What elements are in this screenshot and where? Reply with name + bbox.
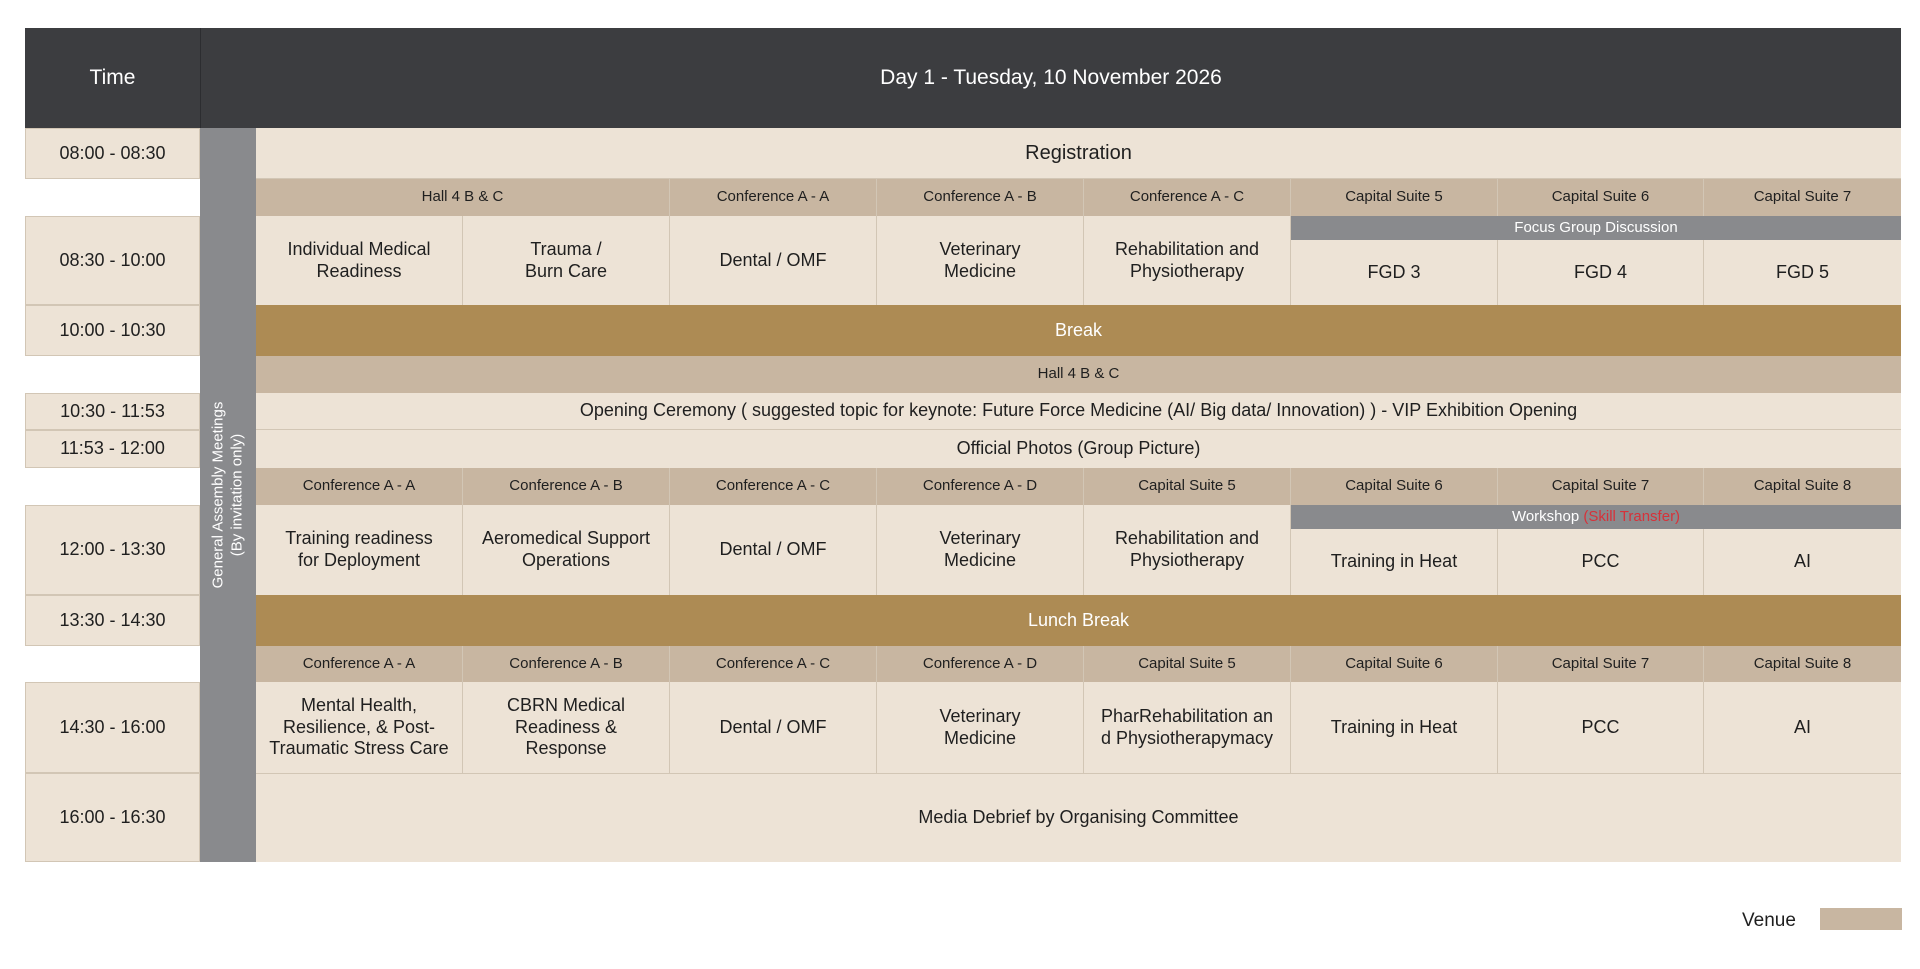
venue-cell: Conference A - A xyxy=(670,179,877,216)
time-column-header: Time xyxy=(25,28,200,128)
session-cell: FGD 5 xyxy=(1704,240,1901,305)
focus-group-bar: Focus Group Discussion xyxy=(1291,216,1901,240)
session-cell: Mental Health, Resilience, & Post-Traumatic Stress Care xyxy=(256,682,463,773)
venue-cell: Capital Suite 5 xyxy=(1084,468,1291,505)
session-cell: Rehabilitation and Physiotherapy xyxy=(1084,216,1291,305)
venue-cell: Capital Suite 8 xyxy=(1704,468,1901,505)
session-cell: PCC xyxy=(1498,682,1704,773)
venue-cell: Capital Suite 6 xyxy=(1498,179,1704,216)
time-slot: 16:00 - 16:30 xyxy=(25,773,200,862)
venue-cell: Conference A - B xyxy=(877,179,1084,216)
session-cell: FGD 3 xyxy=(1291,240,1498,305)
venue-cell: Conference A - A xyxy=(256,646,463,682)
session-cell: AI xyxy=(1704,682,1901,773)
venue-cell: Capital Suite 5 xyxy=(1084,646,1291,682)
session-cell: Dental / OMF xyxy=(670,682,877,773)
opening-ceremony-row: Opening Ceremony ( suggested topic for keynote: Future Force Medicine (AI/ Big data/ Innovation) ) - VIP Exhibition Opening xyxy=(256,393,1901,430)
venue-cell: Conference A - A xyxy=(256,468,463,505)
session-cell: Trauma / Burn Care xyxy=(463,216,670,305)
venue-cell: Conference A - D xyxy=(877,646,1084,682)
workshop-highlight: (Skill Transfer) xyxy=(1583,507,1681,525)
venue-cell: Capital Suite 6 xyxy=(1291,646,1498,682)
general-assembly-line1: General Assembly Meetings xyxy=(209,401,227,589)
venue-cell: Capital Suite 8 xyxy=(1704,646,1901,682)
time-slot: 08:00 - 08:30 xyxy=(25,128,200,179)
venue-cell: Conference A - C xyxy=(670,646,877,682)
day-title-header: Day 1 - Tuesday, 10 November 2026 xyxy=(200,28,1901,128)
session-cell: CBRN Medical Readiness & Response xyxy=(463,682,670,773)
session-cell: Training in Heat xyxy=(1291,682,1498,773)
venue-cell: Conference A - C xyxy=(1084,179,1291,216)
official-photos-row: Official Photos (Group Picture) xyxy=(256,430,1901,468)
general-assembly-line2: (By invitation only) xyxy=(228,433,245,557)
general-assembly-bar xyxy=(200,128,256,862)
time-slot: 11:53 - 12:00 xyxy=(25,430,200,468)
venue-cell: Conference A - B xyxy=(463,468,670,505)
venue-cell: Capital Suite 6 xyxy=(1291,468,1498,505)
venue-cell: Capital Suite 7 xyxy=(1704,179,1901,216)
session-cell: Veterinary Medicine xyxy=(877,216,1084,305)
session-cell: PharRehabilitation and Physiotherapymacy xyxy=(1084,682,1291,773)
venue-cell: Conference A - C xyxy=(670,468,877,505)
session-cell: Individual Medical Readiness xyxy=(256,216,463,305)
venue-cell-hall: Hall 4 B & C xyxy=(256,356,1901,393)
session-cell: Rehabilitation and Physiotherapy xyxy=(1084,505,1291,595)
time-slot: 08:30 - 10:00 xyxy=(25,216,200,305)
legend-label: Venue xyxy=(1742,910,1796,931)
session-cell: FGD 4 xyxy=(1498,240,1704,305)
legend-swatch xyxy=(1820,908,1902,930)
session-cell: AI xyxy=(1704,529,1901,595)
registration-row: Registration xyxy=(256,128,1901,179)
venue-cell: Hall 4 B & C xyxy=(256,179,670,216)
venue-cell: Conference A - D xyxy=(877,468,1084,505)
time-slot: 10:00 - 10:30 xyxy=(25,305,200,356)
lunch-break-bar: Lunch Break xyxy=(256,595,1901,646)
session-cell: Dental / OMF xyxy=(670,505,877,595)
venue-cell: Capital Suite 7 xyxy=(1498,468,1704,505)
workshop-bar xyxy=(1291,505,1901,529)
break-bar: Break xyxy=(256,305,1901,356)
time-slot: 10:30 - 11:53 xyxy=(25,393,200,430)
session-cell: Veterinary Medicine xyxy=(877,682,1084,773)
session-cell: PCC xyxy=(1498,529,1704,595)
venue-cell: Capital Suite 5 xyxy=(1291,179,1498,216)
session-cell: Dental / OMF xyxy=(670,216,877,305)
venue-cell: Conference A - B xyxy=(463,646,670,682)
time-slot: 12:00 - 13:30 xyxy=(25,505,200,595)
session-cell: Training in Heat xyxy=(1291,529,1498,595)
media-debrief-row: Media Debrief by Organising Committee xyxy=(256,773,1901,862)
workshop-label: Workshop xyxy=(1511,507,1580,525)
time-slot: 14:30 - 16:00 xyxy=(25,682,200,773)
general-assembly-label xyxy=(209,402,247,589)
venue-cell: Capital Suite 7 xyxy=(1498,646,1704,682)
session-cell: Aeromedical Support Operations xyxy=(463,505,670,595)
time-slot: 13:30 - 14:30 xyxy=(25,595,200,646)
session-cell: Training readiness for Deployment xyxy=(256,505,463,595)
session-cell: Veterinary Medicine xyxy=(877,505,1084,595)
